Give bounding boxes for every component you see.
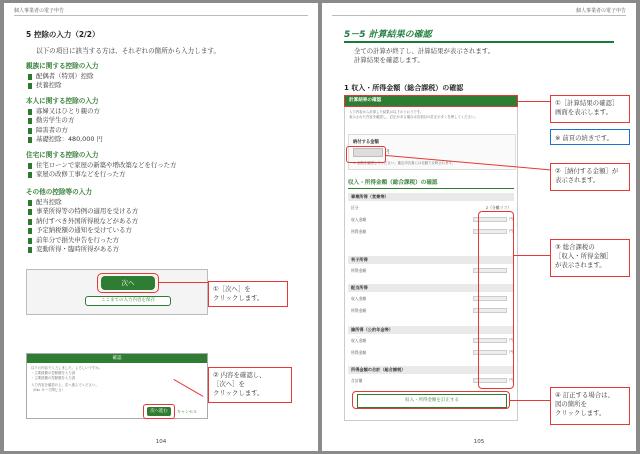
list-item: 予定納税額の通知を受けている方 [26,226,138,235]
list-item: 事業所得等の特例の適用を受ける方 [26,207,138,216]
subsection-title: 1 収入・所得金額（総合課税）の確認 [344,84,464,92]
dialog-next-button[interactable]: 次へ進む [147,407,171,416]
highlight-correct-button [352,391,510,409]
page-header [4,3,318,17]
row-label: 区分 [351,205,359,210]
row-label: 収入金額 [351,296,367,301]
page-title: 5－5 計算結果の確認 [344,30,432,40]
next-button[interactable]: 次へ [101,276,155,290]
list-item: 基礎控除：480,000 円 [26,135,103,144]
confirm-dialog-screenshot [26,353,208,419]
callout-step3: ③ 総合課税の ［収入・所得金額］ が表示されます。 [550,239,630,277]
left-page [4,3,318,451]
list-item: 配偶者（特別）控除 [26,72,99,81]
callout-connector [510,400,550,401]
list-item: 納付すべき外国所得税などがある方 [26,217,138,226]
callout-step4: ④ 訂正する場合は、 図の箇所を クリックします。 [550,387,630,425]
header-rule [332,15,626,16]
group-title: 親族に関する控除の入力 [26,62,99,70]
highlight-tax-amount [346,146,386,163]
dialog-line: （Esc キーで閉じる） [31,388,65,392]
callout-step2: ②［納付する金額］が 表示されます。 [550,163,630,191]
group-title: 住宅に関する控除の入力 [26,151,99,159]
list-item: 障害者の方 [26,126,103,135]
callout-step1: ①［計算結果の確認］ 画面を表示します。 [550,95,630,123]
block-head-dividend: 配当所得 [348,284,514,292]
highlight-ring [97,273,159,293]
block-head-business: 事業所得（営業等） [348,193,514,201]
highlight-ring [143,404,175,419]
highlight-form-header [344,95,518,107]
screenshot-next [26,269,208,315]
form-header: 計算結果の確認 [345,96,517,106]
page-intro: 全ての計算が終了し、計算結果が表示されます。 計算結果を確認します。 [354,47,495,64]
page-number: 104 [155,439,167,445]
list-item: 変動所得・臨時所得がある方 [26,245,138,254]
group-self [26,95,103,145]
group-other [26,186,138,254]
list-item: 前年分で損失申告を行った方 [26,236,138,245]
right-page [322,3,636,451]
form-desc: 表示された内容を確認し、訂正がある場合は各項目の訂正ボタンを押してください。 [349,115,478,119]
section-rule [348,188,514,189]
yen-unit: 円 [385,150,390,155]
yen-unit: 円 [509,350,513,354]
form-section-heading: 収入・所得金額（総合課税）の確認 [348,180,438,186]
row-label: 収入金額 [351,338,367,343]
yen-unit: 円 [509,378,513,382]
callout-connector [514,255,550,256]
callout-connector [158,282,208,283]
row-label: 所得金額 [351,268,367,273]
kubun-value: 2（分離ソフ） [485,205,511,210]
dialog-line: 以下の内容で入力しました。よろしいですか。 [31,366,103,370]
list-item: 勤労学生の方 [26,116,103,125]
callout-step1: ①［次へ］を クリックします。 [208,281,288,307]
header-rule [14,15,308,16]
callout-connector [518,101,550,102]
dialog-line: 入力内容を確認の上、次へ進んでください。 [31,383,99,387]
row-label: 合計額 [351,378,363,383]
header-text: 個人事業者の電子申告 [575,8,626,14]
yen-unit: 円 [509,229,513,233]
save-progress-button[interactable]: ここまでの入力内容を保存 [85,296,171,306]
section-title: 5 控除の入力（2/2） [26,30,100,39]
header-text: 個人事業者の電子申告 [14,8,65,14]
tax-amount-label: 納付する金額 [353,140,379,145]
section-intro: 以下の項目に該当する方は、それぞれの箇所から入力します。 [36,47,221,55]
row-label: 収入金額 [351,217,367,222]
dialog-title: 確認 [27,354,207,363]
dialog-line: ・主要経費の控除額を入力済 [31,371,76,375]
title-rule [344,41,614,43]
group-housing [26,149,176,180]
block-head-total: 所得金額の合計（総合課税） [348,366,514,374]
note-continued: ※ 前頁の続きです。 [550,129,630,145]
group-title: 本人に関する控除の入力 [26,97,99,105]
tax-note: ※ 金額を確認してください。確定申告書には自動で反映されます。 [353,161,455,165]
row-label: 所得金額 [351,350,367,355]
row-label: 所得金額 [351,308,367,313]
page-header [322,3,636,17]
list-item: 扶養控除 [26,81,99,90]
list-item: 配当控除 [26,198,138,207]
group-title: その他の控除等の入力 [26,188,92,196]
list-item: 家屋の改修工事などを行った方 [26,170,176,179]
yen-unit: 円 [509,217,513,221]
form-desc: 入力内容から計算した結果は以下のとおりです。 [349,110,424,114]
page-spread [4,3,636,451]
yen-unit: 円 [509,338,513,342]
highlight-amounts [478,211,514,389]
callout-step2: ② 内容を確認し、 ［次へ］を クリックします。 [208,367,292,403]
dialog-cancel-button[interactable]: キャンセル [177,409,197,414]
block-head-pension: 雑所得（公的年金等） [348,326,514,334]
list-item: 寡婦又はひとり親の方 [26,107,103,116]
page-number: 105 [473,439,485,445]
block-head-interest: 利子所得 [348,256,514,264]
row-label: 所得金額 [351,229,367,234]
correct-income-button[interactable]: 収入・所得金額を訂正する [357,394,507,408]
group-family [26,60,99,91]
list-item: 住宅ローンで家屋の新築や増改築などを行った方 [26,161,176,170]
dialog-line: ・主要経費の控除額を入力済 [31,376,76,380]
